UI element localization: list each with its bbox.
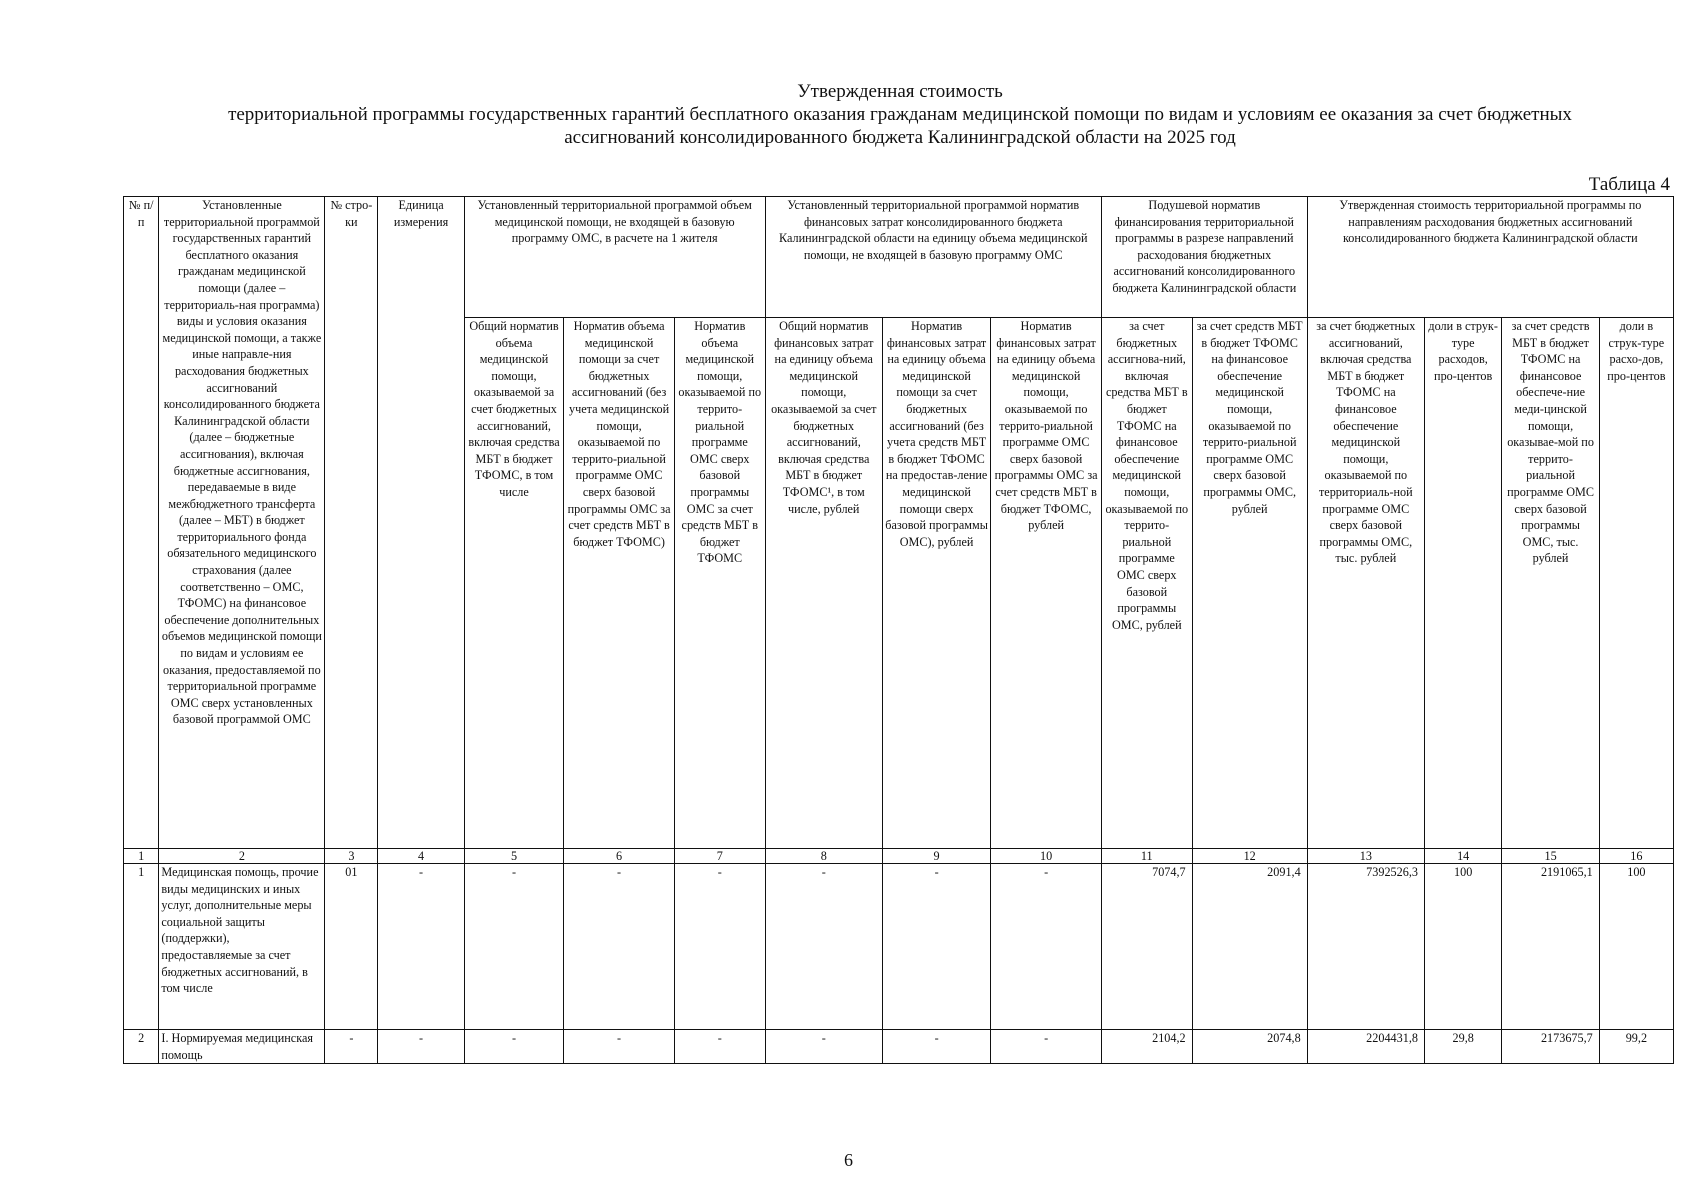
row-cell: -	[765, 864, 882, 1030]
table-row	[124, 1030, 1674, 1064]
column-number: 4	[378, 849, 464, 864]
column-number: 12	[1192, 849, 1307, 864]
header-col-15: за счет средств МБТ в бюджет ТФОМС на финансовое обеспече-ние меди-цинской помощи, оказывае-мой по террито-риальной программе ОМС сверх базовой программы ОМС, тыс. рублей	[1502, 318, 1599, 849]
row-cell: 2091,4	[1192, 864, 1307, 1030]
row-cell: 2074,8	[1192, 1030, 1307, 1064]
row-cell: -	[991, 864, 1102, 1030]
row-description: Медицинская помощь, прочие виды медицинских и иных услуг, дополнительные меры социальной защиты (поддержки), предоставляемые за счет бюджетных ассигнований, в том числе	[159, 864, 325, 1030]
header-col-12: за счет средств МБТ в бюджет ТФОМС на финансовое обеспечение медицинской помощи, оказываемой по террито-риальной программе ОМС сверх базовой программы ОМС, рублей	[1192, 318, 1307, 849]
header-col-11: за счет бюджетных ассигнова-ний, включая средства МБТ в бюджет ТФОМС на финансовое обеспечение медицинской помощи, оказываемой по террито-риальной программе ОМС сверх базовой программы ОМС, рублей	[1101, 318, 1192, 849]
header-col-13: за счет бюджетных ассигнований, включая средства МБТ в бюджет ТФОМС на финансовое обеспечение медицинской помощи, оказываемой по территориаль-ной программе ОМС сверх базовой программы ОМС, тыс. рублей	[1307, 318, 1424, 849]
column-number: 9	[882, 849, 990, 864]
header-col-9: Норматив финансовых затрат на единицу объема медицинской помощи за счет бюджетных ассигнований (без учета средств МБТ в бюджет ТФОМС на предостав-ление медицинской помощи сверх базовой программы ОМС), рублей	[882, 318, 990, 849]
header-col-8: Общий норматив финансовых затрат на единицу объема медицинской помощи, оказываемой за счет бюджетных ассигнований, включая средства МБТ в бюджет ТФОМС¹, в том числе, рублей	[765, 318, 882, 849]
column-number: 1	[124, 849, 159, 864]
row-cell: 100	[1424, 864, 1501, 1030]
column-number: 10	[991, 849, 1102, 864]
row-cell: 100	[1599, 864, 1673, 1030]
column-number: 14	[1424, 849, 1501, 864]
column-number: 6	[564, 849, 675, 864]
row-cell: 2191065,1	[1502, 864, 1599, 1030]
row-line-code: -	[325, 1030, 378, 1064]
header-group-approved-cost: Утвержденная стоимость территориальной программы по направлениям расходования бюджетных ассигнований консолидированного бюджета Калининградской области	[1307, 197, 1673, 318]
row-cell: 7392526,3	[1307, 864, 1424, 1030]
header-col-10: Норматив финансовых затрат на единицу объема медицинской помощи, оказываемой по террито-риальной программе ОМС сверх базовой программы ОМС за счет средств МБТ в бюджет ТФОМС, рублей	[991, 318, 1102, 849]
document-title	[120, 80, 1680, 149]
header-col-2: Установленные территориальной программой государственных гарантий бесплатного оказания гражданам медицинской помощи (далее – территориаль-ная программа) виды и условия оказания медицинской помощи, а также иные направле-ния расходования бюджетных ассигнований консолидированного бюджета Калининградской области (далее – бюджетные ассигнования), включая бюджетные ассигнования, передаваемые в виде межбюджетного трансферта (далее – МБТ) в бюджет территориального фонда обязательного медицинского страхования (далее соответственно – ОМС, ТФОМС) на финансовое обеспечение дополнительных объемов медицинской помощи по видам и условиям ее оказания, предоставляемой по территориальной программе ОМС сверх установленных базовой программой ОМС	[159, 197, 325, 849]
column-number: 15	[1502, 849, 1599, 864]
header-group-cost-norm: Установленный территориальной программой норматив финансовых затрат консолидированного бюджета Калининградской области на единицу объема медицинской помощи, не входящей в базовую программу ОМС	[765, 197, 1101, 318]
row-cell: -	[564, 1030, 675, 1064]
row-cell: 2204431,8	[1307, 1030, 1424, 1064]
row-cell: 7074,7	[1101, 864, 1192, 1030]
header-row-1	[124, 197, 1674, 318]
row-cell: -	[674, 864, 765, 1030]
page-number: 6	[844, 1150, 853, 1170]
column-number: 16	[1599, 849, 1673, 864]
header-col-7: Норматив объема медицинской помощи, оказываемой по террито-риальной программе ОМС сверх базовой программы ОМС за счет средств МБТ в бюджет ТФОМС	[674, 318, 765, 849]
title-line-2: территориальной программы государственных гарантий бесплатного оказания гражданам медицинской помощи по видам и условиям ее оказания за счет бюджетных	[228, 104, 1572, 125]
header-col-14: доли в струк-туре расходов, про-центов	[1424, 318, 1501, 849]
header-col-16: доли в струк-туре расхо-дов, про-центов	[1599, 318, 1673, 849]
row-cell: -	[765, 1030, 882, 1064]
column-number: 8	[765, 849, 882, 864]
row-cell: -	[464, 864, 564, 1030]
row-cell: -	[991, 1030, 1102, 1064]
row-description: I. Нормируемая медицинская помощь	[159, 1030, 325, 1064]
row-cell: -	[674, 1030, 765, 1064]
column-number: 13	[1307, 849, 1424, 864]
row-number: 2	[124, 1030, 159, 1064]
row-cell: 2173675,7	[1502, 1030, 1599, 1064]
row-number: 1	[124, 864, 159, 1030]
row-cell: 99,2	[1599, 1030, 1673, 1064]
cost-table	[123, 196, 1674, 1064]
row-cell: -	[464, 1030, 564, 1064]
table-row	[124, 864, 1674, 1030]
row-cell: -	[882, 1030, 990, 1064]
row-unit: -	[378, 864, 464, 1030]
header-group-per-capita: Подушевой норматив финансирования территориальной программы в разрезе направлений расходования бюджетных ассигнований консолидированного бюджета Калининградской области	[1101, 197, 1307, 318]
row-cell: 29,8	[1424, 1030, 1501, 1064]
row-line-code: 01	[325, 864, 378, 1030]
header-group-volume: Установленный территориальной программой объем медицинской помощи, не входящей в базовую программу ОМС, в расчете на 1 жителя	[464, 197, 765, 318]
column-number-row	[124, 849, 1674, 864]
row-cell: -	[564, 864, 675, 1030]
column-number: 7	[674, 849, 765, 864]
header-col-5: Общий норматив объема медицинской помощи, оказываемой за счет бюджетных ассигнований, включая средства МБТ в бюджет ТФОМС, в том числе	[464, 318, 564, 849]
header-col-3: № стро-ки	[325, 197, 378, 849]
column-number: 5	[464, 849, 564, 864]
header-col-4: Единица измерения	[378, 197, 464, 849]
header-col-1: № п/п	[124, 197, 159, 849]
column-number: 3	[325, 849, 378, 864]
title-line-1: Утвержденная стоимость	[797, 81, 1003, 102]
column-number: 11	[1101, 849, 1192, 864]
title-line-3: ассигнований консолидированного бюджета Калининградской области на 2025 год	[564, 127, 1236, 148]
header-col-6: Норматив объема медицинской помощи за счет бюджетных ассигнований (без учета медицинской помощи, оказываемой по террито-риальной программе ОМС сверх базовой программы ОМС за счет средств МБТ в бюджет ТФОМС)	[564, 318, 675, 849]
row-cell: -	[882, 864, 990, 1030]
row-cell: 2104,2	[1101, 1030, 1192, 1064]
column-number: 2	[159, 849, 325, 864]
row-unit: -	[378, 1030, 464, 1064]
table-label: Таблица 4	[1588, 174, 1670, 195]
